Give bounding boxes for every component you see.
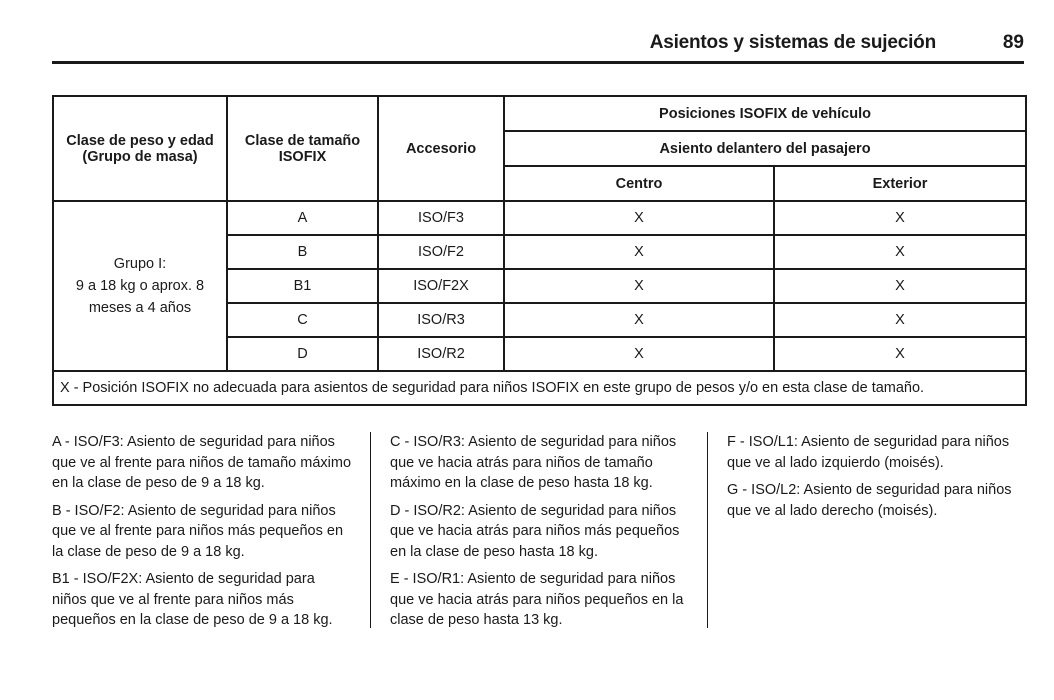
exterior-cell: X (774, 269, 1026, 303)
column-divider (707, 432, 708, 628)
note-d: D - ISO/R2: Asiento de seguridad para niños que ve hacia atrás para niños más pequeños en la clase de peso hasta 18 kg. (390, 502, 680, 560)
note-f: F - ISO/L1: Asiento de seguridad para niños que ve al lado izquierdo (moisés). (727, 434, 1010, 471)
header-accessory: Accesorio (378, 96, 504, 201)
center-cell: X (504, 201, 774, 235)
accessory-cell: ISO/R2 (378, 337, 504, 371)
size-cell: C (227, 303, 378, 337)
center-cell: X (504, 269, 774, 303)
exterior-cell: X (774, 235, 1026, 269)
header-isofix-positions: Posiciones ISOFIX de vehículo (504, 96, 1026, 131)
group-cell (53, 201, 227, 371)
header-front-passenger-seat: Asiento delantero del pasajero (504, 131, 1026, 166)
page-header (52, 28, 1024, 62)
note-b: B - ISO/F2: Asiento de seguridad para niños que ve al frente para niños más pequeños en la clase de peso de 9 a 18 kg. (52, 502, 344, 560)
table-footnote: X - Posición ISOFIX no adecuada para asientos de seguridad para niños ISOFIX en este grupo de pesos y/o en esta clase de tamaño. (53, 371, 1026, 405)
notes-column-1 (52, 432, 352, 638)
note-b1: B1 - ISO/F2X: Asiento de seguridad para niños que ve al frente para niños más pequeños en la clase de peso de 9 a 18 kg. (52, 571, 333, 628)
note-e: E - ISO/R1: Asiento de seguridad para niños que ve hacia atrás para niños pequeños en la clase de peso hasta 13 kg. (390, 571, 684, 628)
exterior-cell: X (774, 201, 1026, 235)
header-center: Centro (504, 166, 774, 201)
center-cell: X (504, 303, 774, 337)
header-size-class: Clase de tamaño ISOFIX (227, 96, 378, 201)
group-label: Grupo I: (113, 256, 167, 272)
center-cell: X (504, 235, 774, 269)
header-exterior: Exterior (774, 166, 1026, 201)
size-cell: B1 (227, 269, 378, 303)
exterior-cell: X (774, 337, 1026, 371)
isofix-table (52, 95, 1027, 406)
table-row (53, 201, 1026, 235)
section-title: Asientos y sistemas de sujeción (649, 32, 936, 53)
column-divider (370, 432, 371, 628)
note-g: G - ISO/L2: Asiento de seguridad para niños que ve al lado derecho (moisés). (727, 482, 1012, 519)
size-cell: D (227, 337, 378, 371)
accessory-cell: ISO/F3 (378, 201, 504, 235)
center-cell: X (504, 337, 774, 371)
accessory-cell: ISO/F2X (378, 269, 504, 303)
size-cell: B (227, 235, 378, 269)
header-weight-class: Clase de peso y edad (Grupo de masa) (53, 96, 227, 201)
header-divider (52, 61, 1024, 64)
page-number: 89 (1002, 32, 1024, 53)
group-description: 9 a 18 kg o aprox. 8 meses a 4 años (75, 278, 205, 316)
accessory-cell: ISO/R3 (378, 303, 504, 337)
notes-column-3 (727, 432, 1027, 528)
notes-column-2 (390, 432, 690, 638)
note-c: C - ISO/R3: Asiento de seguridad para niños que ve hacia atrás para niños de tamaño máximo en la clase de peso hasta 18 kg. (390, 434, 677, 491)
accessory-cell: ISO/F2 (378, 235, 504, 269)
note-a: A - ISO/F3: Asiento de seguridad para niños que ve al frente para niños de tamaño máximo en la clase de peso de 9 a 18 kg. (52, 434, 352, 491)
exterior-cell: X (774, 303, 1026, 337)
size-cell: A (227, 201, 378, 235)
